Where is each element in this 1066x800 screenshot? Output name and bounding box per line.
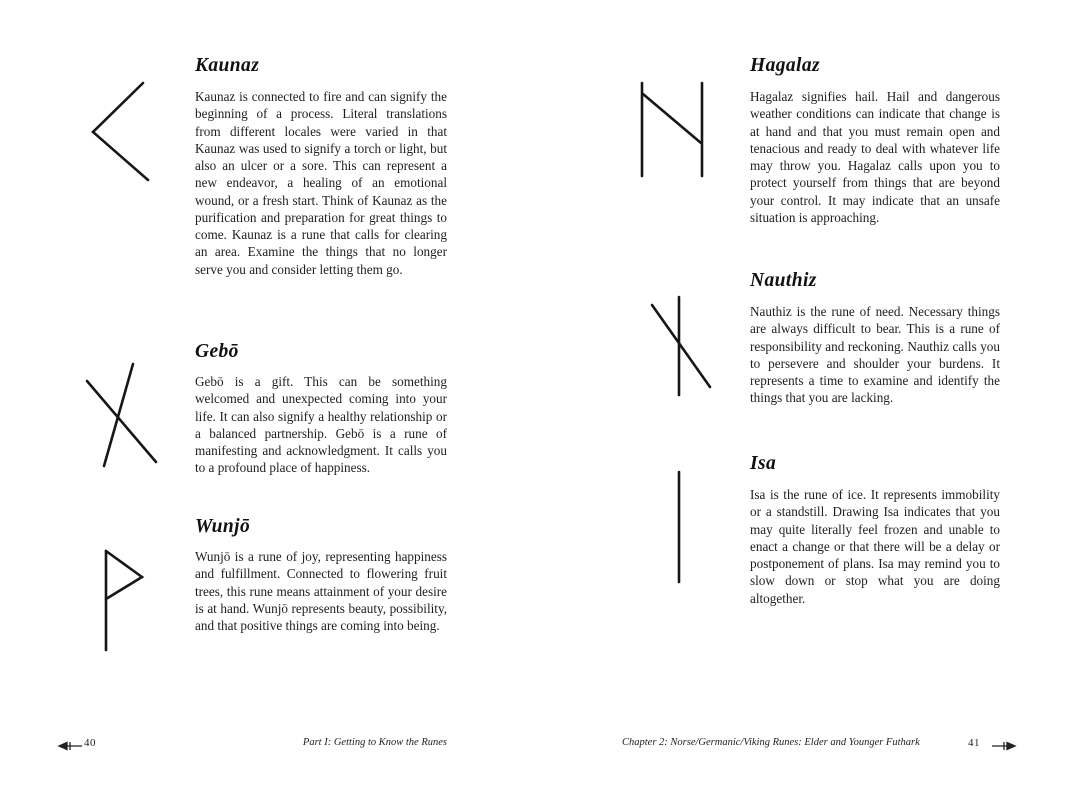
section-heading-isa: Isa [750,453,777,474]
footer-ornament-left-icon [57,741,83,751]
running-title-left: Part I: Getting to Know the Runes [302,737,447,748]
footer-ornament-right-icon [991,741,1017,751]
section-heading-kaunaz: Kaunaz [195,55,260,76]
nauthiz-rune-icon [645,292,720,402]
isa-rune-icon [668,466,690,588]
section-body-kaunaz: Kaunaz is connected to fire and can signify the beginning of a process. Literal translations from different locales were varied in that Kaunaz was used to signify a torch or light, but also an ulcer or a sore. This can represent a new endeavor, a healing of an emotional wound, or a fresh start. Think of Kaunaz as the purification and preparation for great things to come. Kaunaz is a rune that calls for clearing an area. Examine the things that no longer serve you and consider letting them go. [195,89,447,277]
section-body-isa: Isa is the rune of ice. It represents immobility or a standstill. Drawing Isa indicates that you may quite literally feel frozen and unable to enact a change or that there will be a delay or postponement of plans. Isa may remind you to slow down or stop what you are doing altogether. [750,487,1000,606]
section-body-nauthiz: Nauthiz is the rune of need. Necessary things are always difficult to bear. This is a rune of responsibility and reckoning. Nauthiz calls you to persevere and shoulder your burdens. It represents a time to examine and identify the things that you are lacking. [750,304,1000,406]
kaunaz-rune-icon [85,76,155,186]
gebo-rune-icon [80,356,165,471]
section-heading-hagalaz: Hagalaz [750,55,820,76]
running-title-right: Chapter 2: Norse/Germanic/Viking Runes: Elder and Younger Futhark [622,737,920,748]
wunjo-rune-icon [95,543,150,655]
section-heading-nauthiz: Nauthiz [750,270,817,291]
page-number-left: 40 [84,737,96,749]
section-body-hagalaz: Hagalaz signifies hail. Hail and dangerous weather conditions can indicate that change is at hand and that you must remain open and tenacious and ready to deal with whatever life may throw you. Hagalaz calls upon you to protect yourself from things that are beyond your control. It may indicate that an unsafe situation is approaching. [750,89,1000,225]
section-heading-gebo: Gebō [195,341,239,362]
section-heading-wunjo: Wunjō [195,516,251,537]
section-body-wunjo: Wunjō is a rune of joy, representing happiness and fulfillment. Connected to flowering fruit trees, this rune means attainment of your desire is at hand. Wunjō represents beauty, possibility, and that positive things are coming into being. [195,549,447,633]
section-body-gebo: Gebō is a gift. This can be something welcomed and unexpected coming into your life. It can also signify a healthy relationship or a balanced partnership. Gebō is a rune of manifesting and acknowledgment. It calls you to a profound place of happiness. [195,374,447,476]
hagalaz-rune-icon [632,78,712,183]
page-number-right: 41 [968,737,980,749]
